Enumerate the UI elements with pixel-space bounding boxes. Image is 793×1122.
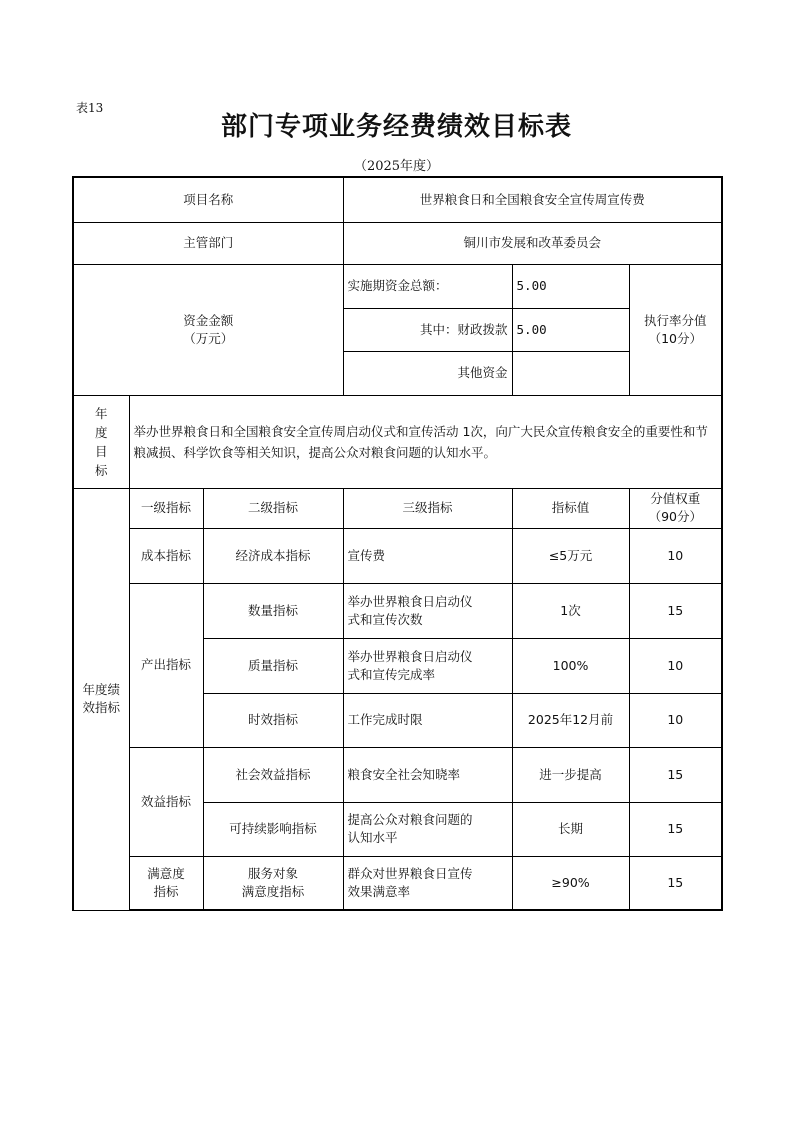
- table-row-level2: 质量指标: [203, 638, 343, 693]
- table-row-level3: 举办世界粮食日启动仪 式和宣传完成率: [343, 638, 512, 693]
- project-name-value: 世界粮食日和全国粮食安全宣传周宣传费: [343, 177, 722, 222]
- performance-target-table: [72, 176, 723, 911]
- table-row-value: 进一步提高: [512, 747, 629, 802]
- table-row-level2: 数量指标: [203, 583, 343, 638]
- dept-label: 主管部门: [73, 222, 343, 264]
- funds-label: 资金金额 （万元）: [73, 264, 343, 395]
- page-title: 部门专项业务经费绩效目标表: [220, 112, 572, 142]
- header-weight: 分值权重 （90分）: [629, 488, 722, 528]
- table-row-level3: 举办世界粮食日启动仪 式和宣传次数: [343, 583, 512, 638]
- table-row-weight: 10: [629, 638, 722, 693]
- table-row-level3: 群众对世界粮食日宣传 效果满意率: [343, 856, 512, 910]
- table-row-weight: 10: [629, 693, 722, 747]
- table-row-level2: 经济成本指标: [203, 528, 343, 583]
- table-number: 表13: [76, 101, 104, 115]
- total-funds-label: 实施期资金总额：: [343, 264, 512, 308]
- table-row-value: ≥90%: [512, 856, 629, 910]
- output-indicator: 产出指标: [129, 583, 203, 747]
- table-row-level3: 粮食安全社会知晓率: [343, 747, 512, 802]
- table-row-weight: 10: [629, 528, 722, 583]
- table-row-level3: 工作完成时限: [343, 693, 512, 747]
- fiscal-funds-label: 其中：财政拨款: [343, 308, 512, 351]
- table-row-weight: 15: [629, 856, 722, 910]
- performance-indicators-label: 年度绩 效指标: [73, 488, 129, 910]
- table-row-value: 1次: [512, 583, 629, 638]
- table-row-value: ≤5万元: [512, 528, 629, 583]
- dept-value: 铜川市发展和改革委员会: [343, 222, 722, 264]
- table-row-level2: 时效指标: [203, 693, 343, 747]
- total-funds-value: 5.00: [512, 264, 629, 308]
- table-row-weight: 15: [629, 802, 722, 856]
- table-row-level2: 社会效益指标: [203, 747, 343, 802]
- header-level1: 一级指标: [129, 488, 203, 528]
- other-funds-value: [512, 351, 629, 395]
- table-row-value: 长期: [512, 802, 629, 856]
- execution-rate-score: 执行率分值 （10分）: [629, 264, 722, 395]
- fiscal-year: （2025年度）: [353, 159, 440, 174]
- other-funds-label: 其他资金: [343, 351, 512, 395]
- project-name-label: 项目名称: [73, 177, 343, 222]
- benefit-indicator: 效益指标: [129, 747, 203, 856]
- table-row-value: 2025年12月前: [512, 693, 629, 747]
- table-row-level2: 服务对象 满意度指标: [203, 856, 343, 910]
- table-row-value: 100%: [512, 638, 629, 693]
- annual-goal-text: 举办世界粮食日和全国粮食安全宣传周启动仪式和宣传活动 1次，向广大民众宣传粮食安全的重要性和节粮减损、科学饮食等相关知识，提高公众对粮食问题的认知水平。: [129, 395, 722, 488]
- table-row-weight: 15: [629, 747, 722, 802]
- cost-indicator: 成本指标: [129, 528, 203, 583]
- table-row-level2: 可持续影响指标: [203, 802, 343, 856]
- table-row-weight: 15: [629, 583, 722, 638]
- header-level2: 二级指标: [203, 488, 343, 528]
- table-row-level3: 提高公众对粮食问题的 认知水平: [343, 802, 512, 856]
- header-level3: 三级指标: [343, 488, 512, 528]
- annual-goal-label: 年度目标: [73, 395, 129, 488]
- satisfaction-indicator: 满意度 指标: [129, 856, 203, 910]
- fiscal-funds-value: 5.00: [512, 308, 629, 351]
- table-row-level3: 宣传费: [343, 528, 512, 583]
- header-value: 指标值: [512, 488, 629, 528]
